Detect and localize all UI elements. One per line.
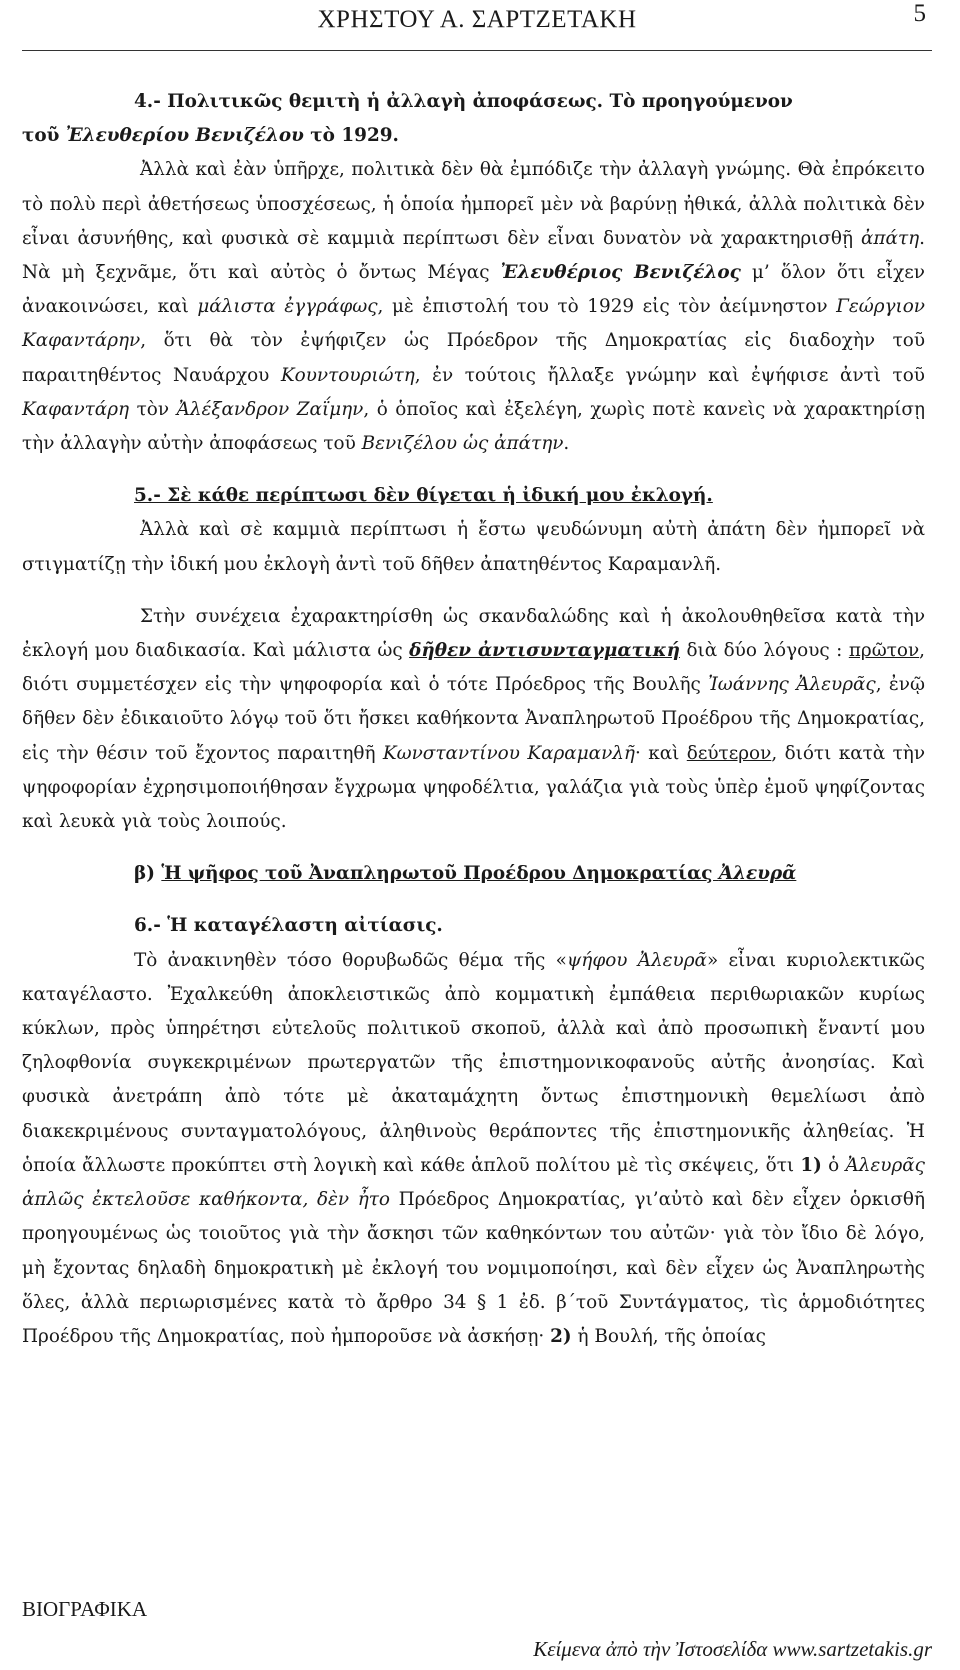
section-6-paragraph: Τὸ ἀνακινηθὲν τόσο θορυβωδῶς θέμα τῆς «ψήφου Ἀλευρᾶ» εἶναι κυριολεκτικῶς καταγέλαστο. Ἐχαλκεύθη ἀποκλειστικῶς ἀπὸ κομματικὴ ἐμπάθεια περιθωριακῶν κυρίως κύκλων, πρὸς ὑπηρέτησι εὐτελοῦς πολιτικοῦ σκοποῦ, ἀλλὰ καὶ ἀπὸ προσωπικὴ ἔναντί μου ζηλοφθονία συγκεκριμένων πρωτεργατῶν τῆς ἐπιστημονικοφανοῦς αὐτῆς ἀνοησίας. Καὶ φυσικὰ ἀνετράπη ἀπὸ τότε μὲ ἀκαταμάχητη ὄντως ἐπιστημονικὴ θεμελίωσι ἀπὸ διακεκριμένους συνταγματολόγους, ἀληθινοὺς θεράποντες τῆς ἐπιστημονικῆς ἀληθείας. Ἡ ὁποία ἄλλωστε προκύπτει στὴ λογικὴ καὶ κάθε ἁπλοῦ πολίτου μὲ τὶς σκέψεις, ὅτι 1) ὁ Ἀλευρᾶς ἁπλῶς ἐκτελοῦσε καθήκοντα, δὲν ἦτο Πρόεδρος Δημοκρατίας, γι’αὐτὸ καὶ δὲν εἶχεν ὁρκισθῆ προηγουμένως ὡς τοιοῦτος γιὰ τὴν ἄσκησι τῶν καθηκόντων του αὐτῶν· γιὰ τὸν ἴδιο δὲ λόγο, μὴ ἔχοντας δηλαδὴ δημοκρατικὴ μὲ ἐκλογή του νομιμοποίησι, καὶ δὲν εἶχεν ὡς Ἀναπληρωτὴς ὅλες, ἀλλὰ περιωρισμένες κατὰ τὸ ἄρθρο 34 § 1 ἐδ. β΄τοῦ Συντάγματος, τὶς ἁρμοδιότητες Προέδρου τῆς Δημοκρατίας, ποὺ ἠμποροῦσε νὰ ἀσκήσῃ· 2) ἡ Βουλή, τῆς ὁποίας <box>22 949 925 1347</box>
section-5-paragraph-2: Στὴν συνέχεια ἐχαρακτηρίσθη ὡς σκανδαλώδης καὶ ἡ ἀκολουθηθεῖσα κατὰ τὴν ἐκλογή μου διαδικασία. Καὶ μάλιστα ὡς δῆθεν ἀντισυνταγματική διὰ δύο λόγους : πρῶτον, διότι συμμετέσχεν εἰς τὴν ψηφοφορία καὶ ὁ τότε Πρόεδρος τῆς Βουλῆς Ἰωάννης Ἀλευρᾶς, ἐνῷ δῆθεν δὲν ἐδικαιοῦτο λόγῳ τοῦ ὅτι ἤσκει καθήκοντα Ἀναπληρωτοῦ Προέδρου τῆς Δημοκρατίας, εἰς τὴν θέσιν τοῦ ἔχοντος παραιτηθῆ Κωνσταντίνου Καραμανλῆ· καὶ δεύτερον, διότι κατὰ τὴν ψηφοφορίαν ἐχρησιμοποιήθησαν ἔγχρωμα ψηφοδέλτια, γαλάζια γιὰ τοὺς ὑπὲρ ἐμοῦ ψηφίζοντας καὶ λευκὰ γιὰ τοὺς λοιπούς. <box>22 605 925 833</box>
section-5-heading: 5.- Σὲ κάθε περίπτωσι δὲν θίγεται ἡ ἰδική μου ἐκλογή. <box>134 485 713 507</box>
section-4-heading <box>22 85 925 119</box>
venizelos-name: Ἐλευθερίου Βενιζέλου <box>65 125 304 147</box>
section-6-heading: 6.- Ἡ καταγέλαστη αἰτίασις. <box>134 915 443 937</box>
footer-source: Κείμενα ἀπὸ τὴν Ἰστοσελίδα www.sartzetakis.gr <box>533 1637 932 1661</box>
footer-left-label: ΒΙΟΓΡΑΦΙΚΑ <box>22 1597 148 1621</box>
section-4-heading-line2: τοῦ Ἐλευθερίου Βενιζέλου τὸ 1929. <box>22 125 399 147</box>
page-number: 5 <box>913 0 926 27</box>
page-header <box>22 0 932 51</box>
section-b-heading: β) Ἡ ψῆφος τοῦ Ἀναπληρωτοῦ Προέδρου Δημοκρατίας Ἀλευρᾶ <box>134 863 797 885</box>
section-4-heading-line1: 4.- Πολιτικῶς θεμιτὴ ἡ ἀλλαγὴ ἀποφάσεως. Τὸ προηγούμενον <box>134 91 793 112</box>
body-text <box>22 85 925 1354</box>
running-title: ΧΡΗΣΤΟΥ Α. ΣΑΡΤΖΕΤΑΚΗ <box>317 6 637 33</box>
section-5-paragraph-1: Ἀλλὰ καὶ σὲ καμμιὰ περίπτωσι ἡ ἔστω ψευδώνυμη αὐτὴ ἀπάτη δὲν ἠμπορεῖ νὰ στιγματίζῃ τὴν ἰδική μου ἐκλογὴ ἀντὶ τοῦ δῆθεν ἀπατηθέντος Καραμανλῆ. <box>22 519 925 575</box>
section-4-paragraph: Ἀλλὰ καὶ ἐὰν ὑπῆρχε, πολιτικὰ δὲν θὰ ἐμπόδιζε τὴν ἀλλαγὴ γνώμης. Θὰ ἐπρόκειτο τὸ πολὺ περὶ ἀθετήσεως ὑποσχέσεως, ἡ ὁποία ἠμπορεῖ μὲν νὰ βαρύνῃ ἠθικά, ἀλλὰ πολιτικὰ δὲν εἶναι ἀσυνήθης, καὶ φυσικὰ σὲ καμμιὰ περίπτωσι δὲν εἶναι δυνατὸν νὰ χαρακτηρισθῇ ἀπάτη. Νὰ μὴ ξεχνᾶμε, ὅτι καὶ αὐτὸς ὁ ὄντως Μέγας Ἐλευθέριος Βενιζέλος μ’ ὅλον ὅτι εἶχεν ἀνακοινώσει, καὶ μάλιστα ἐγγράφως, μὲ ἐπιστολή του τὸ 1929 εἰς τὸν ἀείμνηστον Γεώργιον Καφαντάρην, ὅτι θὰ τὸν ἐψήφιζεν ὡς Πρόεδρον τῆς Δημοκρατίας εἰς διαδοχὴν τοῦ παραιτηθέντος Ναυάρχου Κουντουριώτη, ἐν τούτοις ἤλλαξε γνώμην καὶ ἐψήφισε ἀντὶ τοῦ Καφαντάρη τὸν Ἀλέξανδρον Ζαΐμην, ὁ ὁποῖος καὶ ἐξελέγη, χωρὶς ποτὲ κανεὶς νὰ χαρακτηρίσῃ τὴν ἀλλαγὴν αὐτὴν ἀποφάσεως τοῦ Βενιζέλου ὡς ἀπάτην. <box>22 159 925 455</box>
